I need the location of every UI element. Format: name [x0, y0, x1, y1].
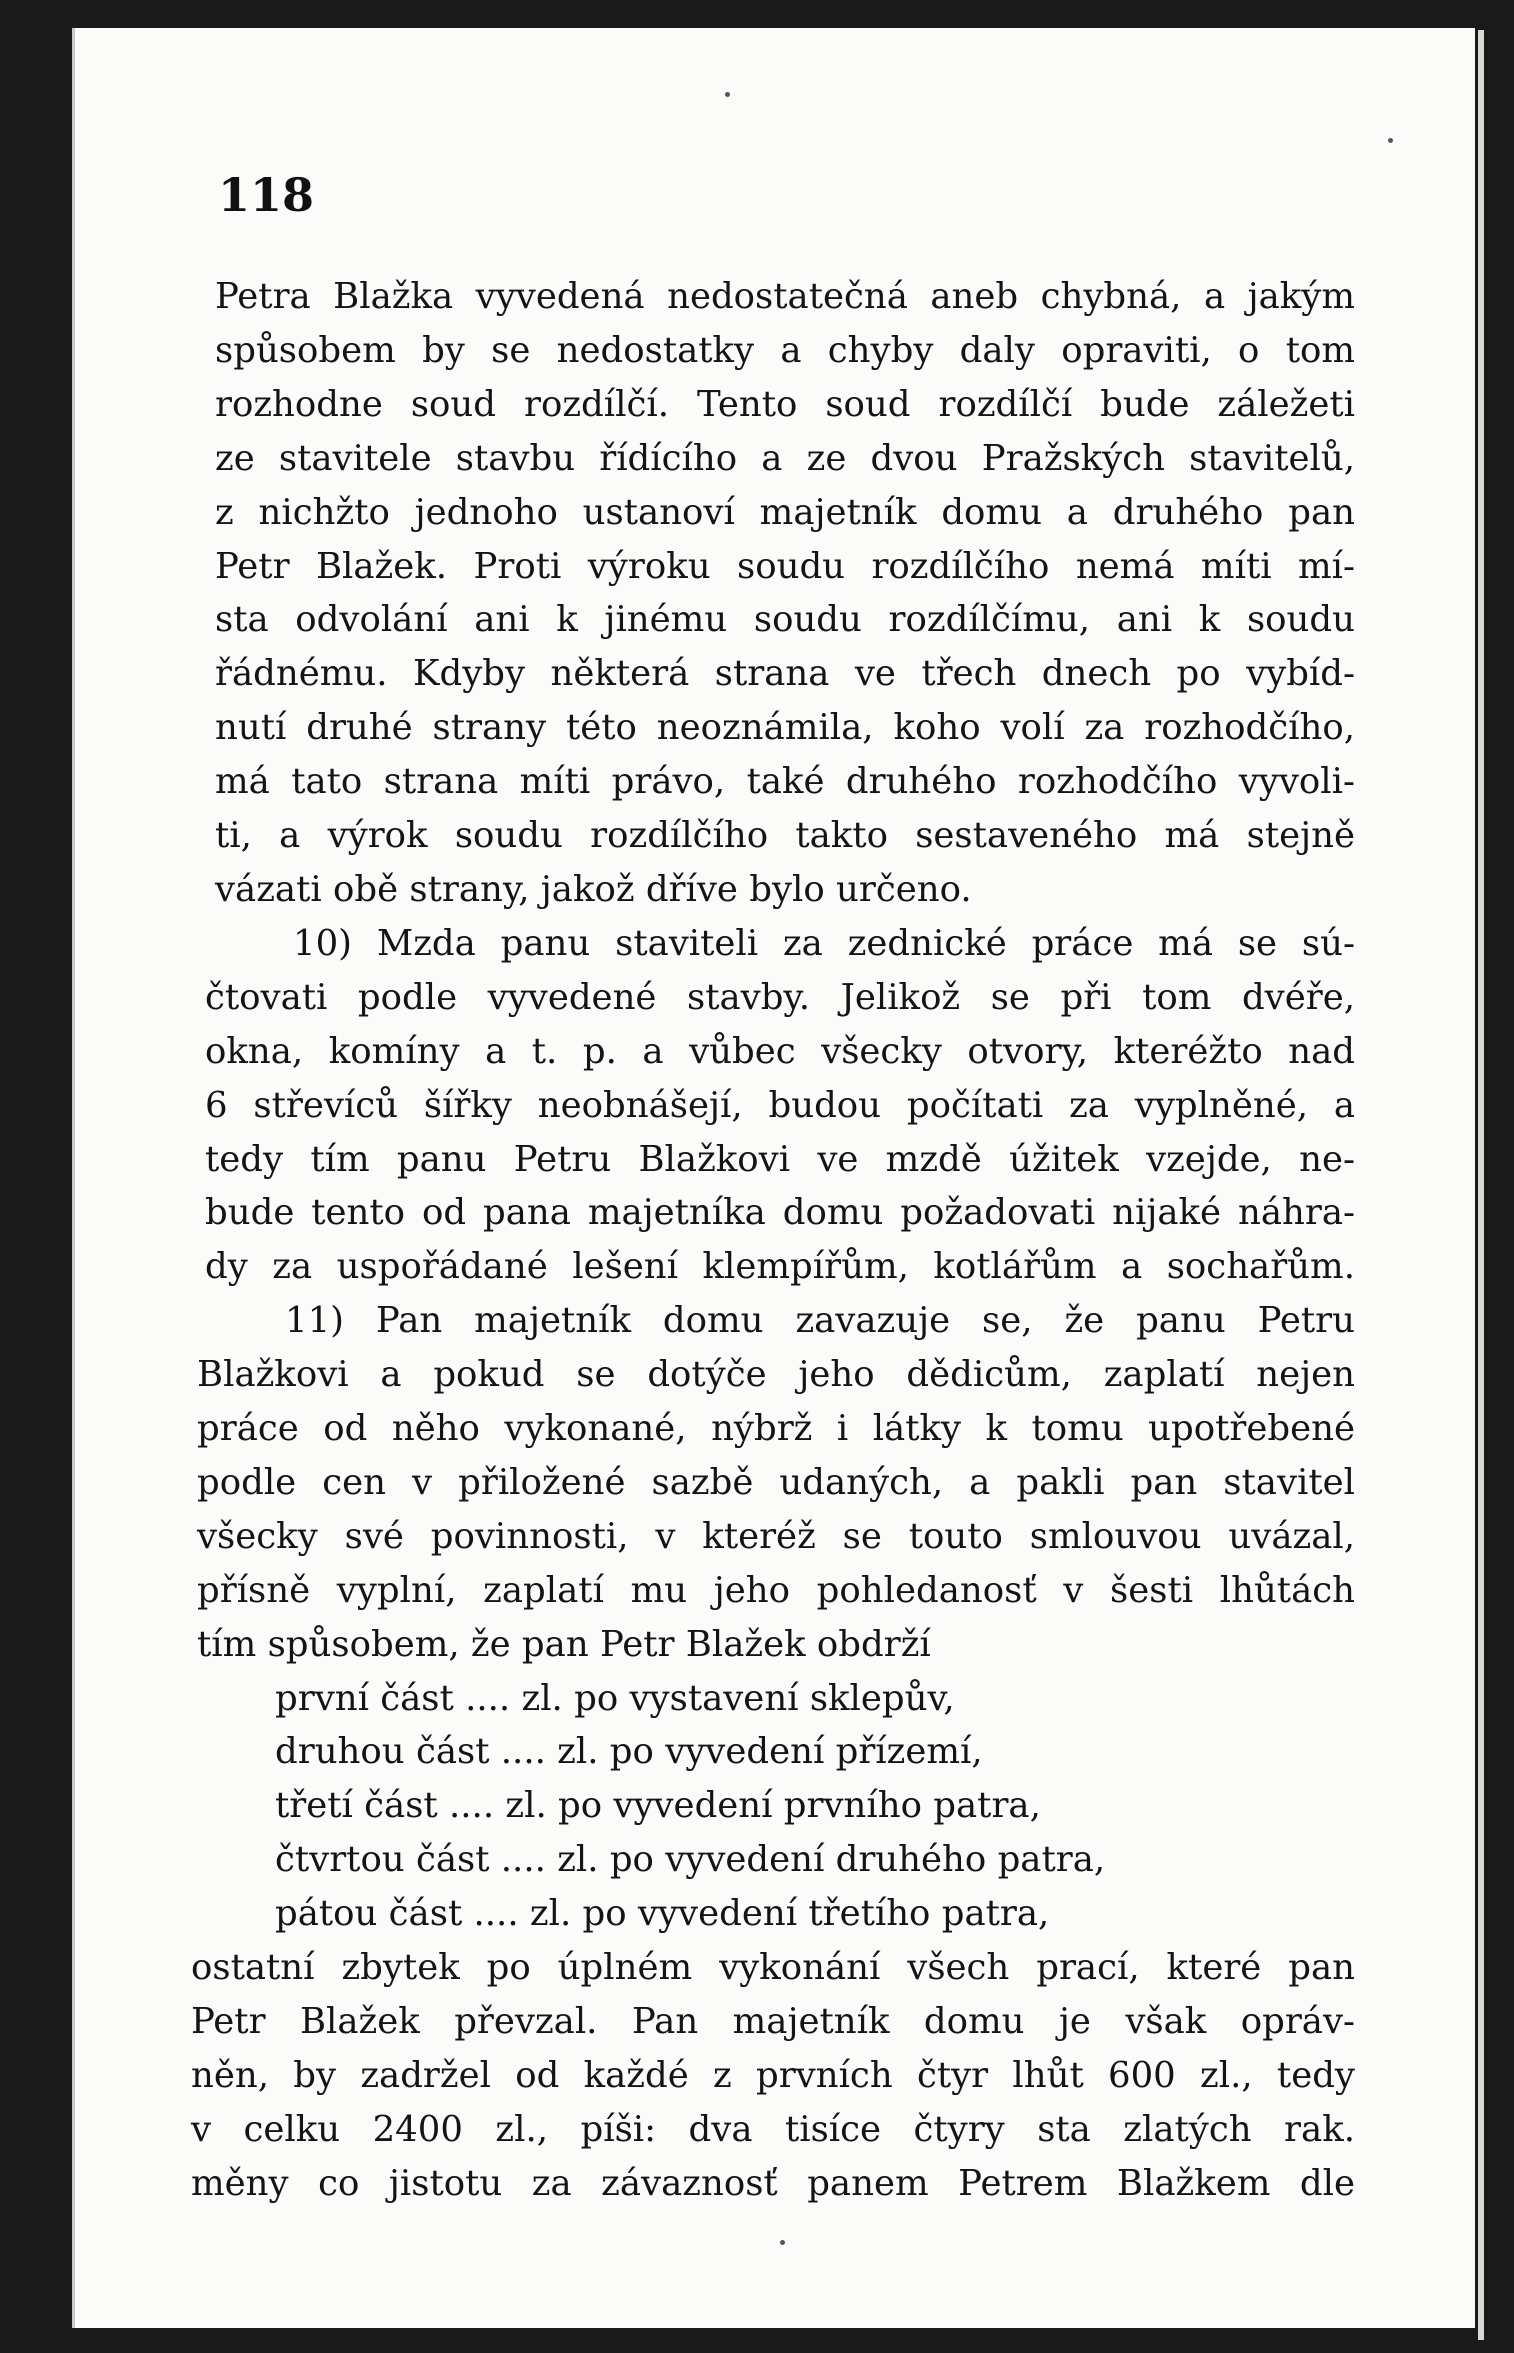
text-line: Petr Blažek převzal. Pan majetník domu je však opráv-: [191, 2001, 1355, 2042]
list-item: třetí část .... zl. po vyvedení prvního patra,: [275, 1785, 1041, 1827]
text-line: tím spůsobem, že pan Petr Blažek obdrží: [197, 1623, 931, 1665]
text-line: přísně vyplní, zaplatí mu jeho pohledanosť v šesti lhůtách: [197, 1569, 1355, 1611]
text-line: 10) Mzda panu staviteli za zednické práce má se sú-: [293, 922, 1355, 964]
scan-speck: [725, 92, 730, 97]
text-line: nutí druhé strany této neoznámila, koho volí za rozhodčího,: [215, 707, 1355, 749]
paragraph-9-continued: [215, 270, 1355, 917]
text-line: vázati obě strany, jakož dříve bylo určeno.: [215, 868, 972, 910]
text-line: bude tento od pana majetníka domu požadovati nijaké náhra-: [205, 1192, 1355, 1234]
text-line: 6 střevíců šířky neobnášejí, budou počítati za vyplněné, a: [205, 1084, 1355, 1126]
text-line: sta odvolání ani k jinému soudu rozdílčímu, ani k soudu: [215, 599, 1355, 641]
text-line: ostatní zbytek po úplném vykonání všech prací, které pan: [191, 1947, 1355, 1989]
text-line: všecky své povinnosti, v kteréž se touto smlouvou uvázal,: [197, 1515, 1355, 1557]
scan-speck: [780, 2240, 785, 2245]
text-line: spůsobem by se nedostatky a chyby daly opraviti, o tom: [215, 329, 1355, 371]
text-line: ti, a výrok soudu rozdílčího takto sestaveného má stejně: [215, 815, 1355, 857]
list-item: čtvrtou část .... zl. po vyvedení druhého patra,: [275, 1839, 1106, 1881]
text-line: v celku 2400 zl., píši: dva tisíce čtyry sta zlatých rak.: [191, 2108, 1355, 2150]
page-number: 118: [218, 168, 315, 222]
text-line: má tato strana míti právo, také druhého rozhodčího vyvoli-: [215, 761, 1355, 803]
paragraph-10: [205, 917, 1355, 1294]
text-line: čtovati podle vyvedené stavby. Jelikož se při tom dvéře,: [205, 976, 1355, 1018]
text-line: Blažkovi a pokud se dotýče jeho dědicům, zaplatí nejen: [197, 1354, 1355, 1396]
text-line: řádnému. Kdyby některá strana ve třech dnech po vybíd-: [215, 653, 1355, 695]
text-line: podle cen v přiložené sazbě udaných, a pakli pan stavitel: [197, 1461, 1355, 1503]
text-line: Petra Blažka vyvedená nedostatečná aneb chybná, a jakým: [215, 276, 1355, 317]
text-line: měny co jistotu za závaznosť panem Petrem Blažkem dle: [191, 2162, 1355, 2204]
text-line: z nichžto jednoho ustanoví majetník domu a druhého pan: [215, 491, 1355, 533]
text-line: 11) Pan majetník domu zavazuje se, že panu Petru: [285, 1300, 1355, 1342]
text-line: okna, komíny a t. p. a vůbec všecky otvory, kteréžto nad: [205, 1030, 1355, 1072]
paragraph-11-continued: [191, 1941, 1355, 2211]
text-line: něn, by zadržel od každé z prvních čtyr lhůt 600 zl., tedy: [191, 2054, 1355, 2096]
list-item: druhou část .... zl. po vyvedení přízemí,: [275, 1731, 983, 1773]
list-item: první část .... zl. po vystavení sklepův,: [275, 1677, 955, 1719]
text-line: rozhodne soud rozdílčí. Tento soud rozdílčí bude záležeti: [215, 383, 1355, 425]
body-text: [191, 270, 1355, 2211]
paragraph-11: [197, 1294, 1355, 1941]
text-line: tedy tím panu Petru Blažkovi ve mzdě úžitek vzejde, ne-: [205, 1138, 1355, 1180]
list-item: pátou část .... zl. po vyvedení třetího patra,: [275, 1893, 1050, 1935]
text-line: dy za uspořádané lešení klempířům, kotlářům a sochařům.: [205, 1246, 1355, 1288]
text-line: Petr Blažek. Proti výroku soudu rozdílčího nemá míti mí-: [215, 545, 1355, 587]
text-line: ze stavitele stavbu řídícího a ze dvou Pražských stavitelů,: [215, 437, 1355, 479]
scan-speck: [1388, 138, 1393, 143]
text-line: práce od něho vykonané, nýbrž i látky k tomu upotřebené: [197, 1408, 1355, 1450]
page-edge: [1478, 30, 1484, 2340]
